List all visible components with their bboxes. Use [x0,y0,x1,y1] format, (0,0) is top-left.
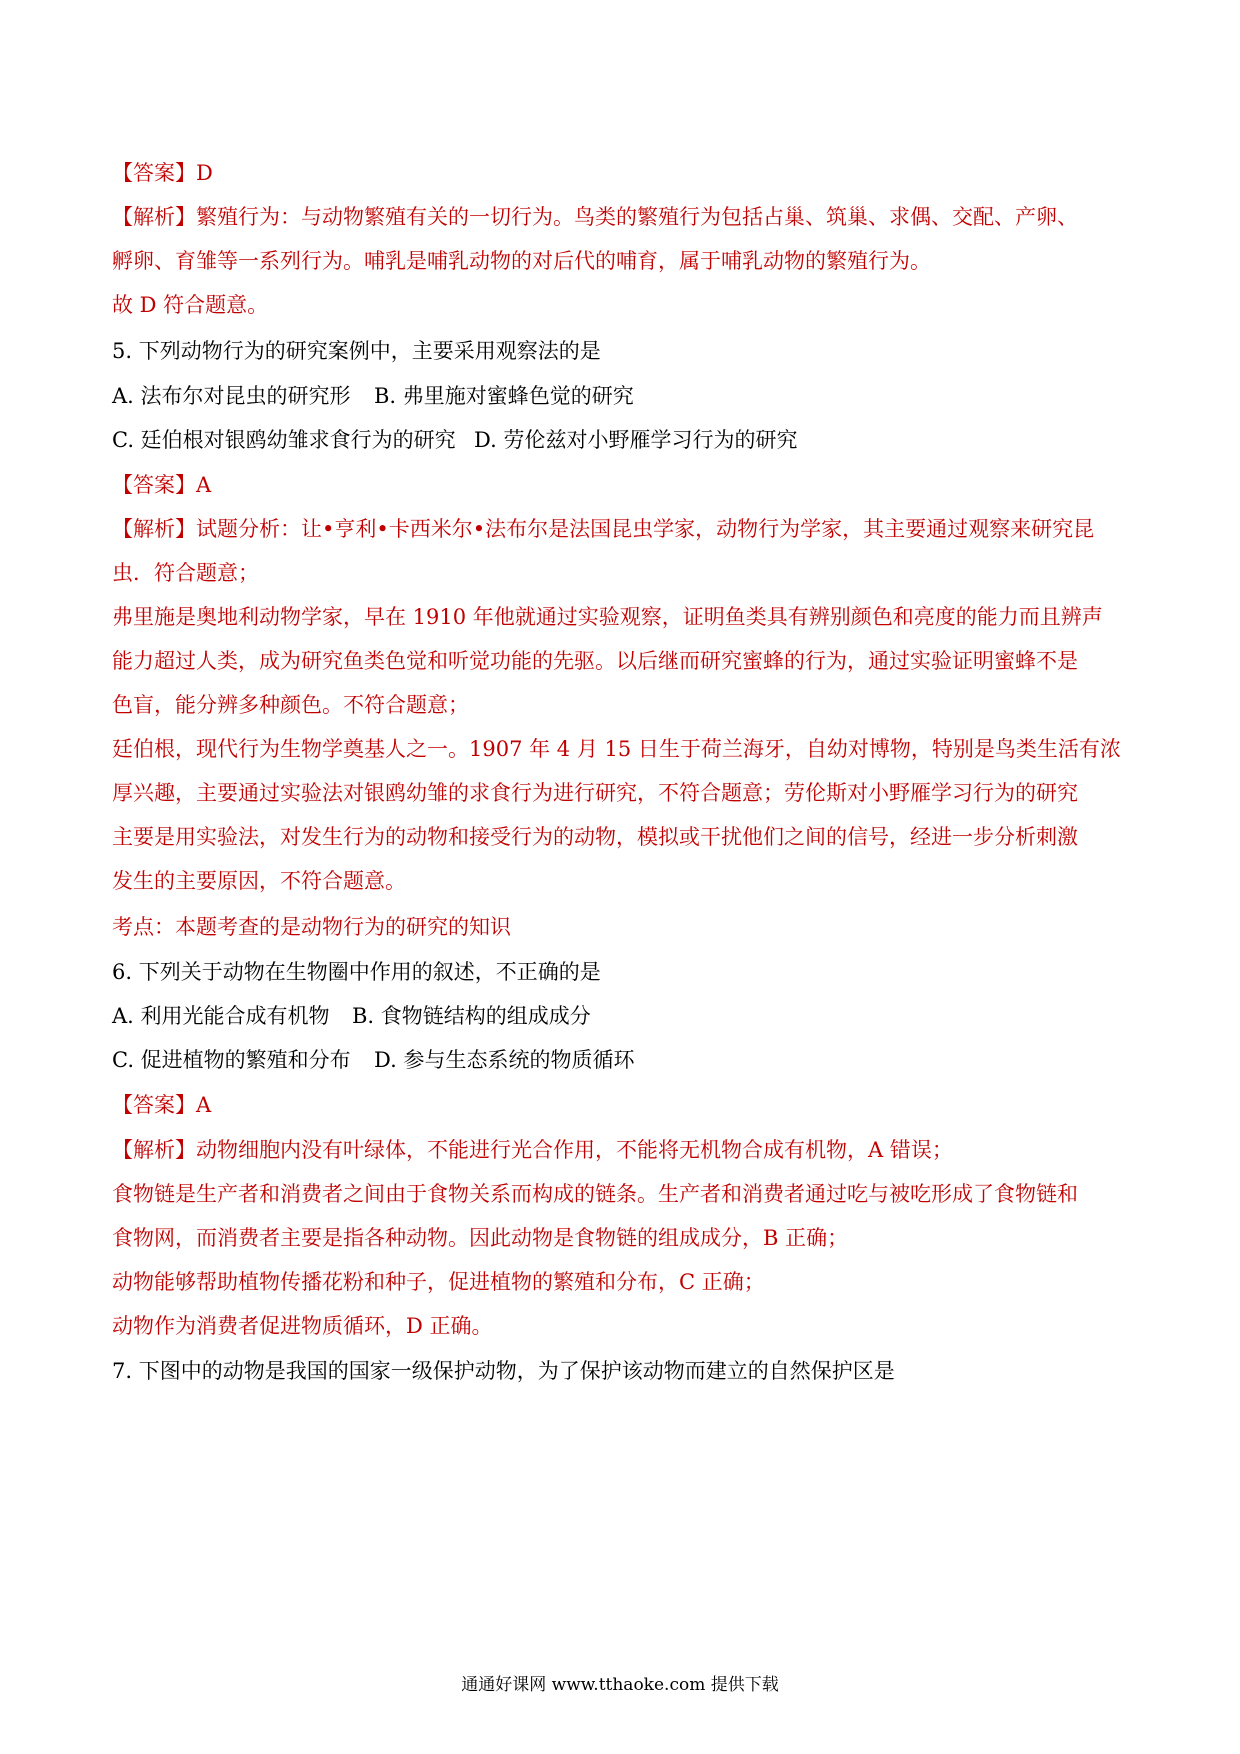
q5-analysis-line-3: 弗里施是奥地利动物学家，早在 1910 年他就通过实验观察，证明鱼类具有辨别颜色和亮度的能力而且辨声 [112,605,1103,629]
analysis-tag: 【解析】 [112,1138,196,1162]
q5-analysis-line-9: 发生的主要原因，不符合题意。 [112,869,406,893]
answer-tag: 【答案】 [112,161,196,185]
q5-option-c: C. 廷伯根对银鸥幼雏求食行为的研究 [112,428,456,452]
q5-options-row-1 [112,381,1142,411]
page-footer: 通通好课网 www.tthaoke.com 提供下载 [461,1675,779,1695]
q5-stem: 5. 下列动物行为的研究案例中，主要采用观察法的是 [112,339,601,363]
q6-analysis-line-2: 食物链是生产者和消费者之间由于食物关系而构成的链条。生产者和消费者通过吃与被吃形成了食物链和 [112,1182,1078,1206]
q4-answer [112,158,1142,188]
q5-option-d: D. 劳伦兹对小野雁学习行为的研究 [474,428,798,452]
q5-option-b: B. 弗里施对蜜蜂色觉的研究 [374,384,634,408]
q5-analysis-line-8: 主要是用实验法，对发生行为的动物和接受行为的动物，模拟或干扰他们之间的信号，经进一步分析刺激 [112,825,1078,849]
analysis-tag: 【解析】 [112,517,196,541]
answer-tag: 【答案】 [112,473,196,497]
q4-analysis-line-3: 故 D 符合题意。 [112,293,269,317]
q6-option-c: C. 促进植物的繁殖和分布 [112,1048,351,1072]
q6-analysis-line-5: 动物作为消费者促进物质循环，D 正确。 [112,1314,493,1338]
q6-options-row-2 [112,1045,1142,1075]
answer-tag: 【答案】 [112,1093,196,1117]
q6-stem: 6. 下列关于动物在生物圈中作用的叙述，不正确的是 [112,960,601,984]
q6-analysis-line-3: 食物网，而消费者主要是指各种动物。因此动物是食物链的组成成分，B 正确； [112,1226,849,1250]
q6-option-a: A. 利用光能合成有机物 [112,1004,330,1028]
q6-option-d: D. 参与生态系统的物质循环 [374,1048,635,1072]
q4-analysis-line-1: 【解析】繁殖行为：与动物繁殖有关的一切行为。鸟类的繁殖行为包括占巢、筑巢、求偶、交配、产卵、 [112,205,1078,229]
q5-options-row-2 [112,425,1142,455]
q6-answer [112,1090,1142,1120]
q7-stem: 7. 下图中的动物是我国的国家一级保护动物，为了保护该动物而建立的自然保护区是 [112,1359,895,1383]
q5-analysis-line-2: 虫．符合题意； [112,561,259,585]
q6-option-b: B. 食物链结构的组成成分 [352,1004,591,1028]
q5-analysis-line-5: 色盲，能分辨多种颜色。不符合题意； [112,693,469,717]
q6-options-row-1 [112,1001,1142,1031]
q4-analysis-line-2: 孵卵、育雏等一系列行为。哺乳是哺乳动物的对后代的哺育，属于哺乳动物的繁殖行为。 [112,249,931,273]
q6-analysis-line-1: 【解析】动物细胞内没有叶绿体，不能进行光合作用，不能将无机物合成有机物，A 错误； [112,1138,953,1162]
q5-analysis-line-1: 【解析】试题分析：让•亨利•卡西米尔•法布尔是法国昆虫学家，动物行为学家，其主要通过观察来研究昆 [112,517,1095,541]
answer-value: A [196,1093,212,1117]
answer-value: D [196,161,213,185]
q5-option-a: A. 法布尔对昆虫的研究形 [112,384,351,408]
q5-analysis-line-6: 廷伯根，现代行为生物学奠基人之一。1907 年 4 月 15 日生于荷兰海牙，自幼对博物，特别是鸟类生活有浓 [112,737,1121,761]
q5-analysis-line-7: 厚兴趣，主要通过实验法对银鸥幼雏的求食行为进行研究，不符合题意；劳伦斯对小野雁学习行为的研究 [112,781,1078,805]
answer-value: A [196,473,212,497]
q5-analysis-line-4: 能力超过人类，成为研究鱼类色觉和听觉功能的先驱。以后继而研究蜜蜂的行为，通过实验证明蜜蜂不是 [112,649,1078,673]
q5-answer [112,470,1142,500]
analysis-tag: 【解析】 [112,205,196,229]
q5-exam-point: 考点：本题考查的是动物行为的研究的知识 [112,915,511,939]
q6-analysis-line-4: 动物能够帮助植物传播花粉和种子，促进植物的繁殖和分布，C 正确； [112,1270,765,1294]
